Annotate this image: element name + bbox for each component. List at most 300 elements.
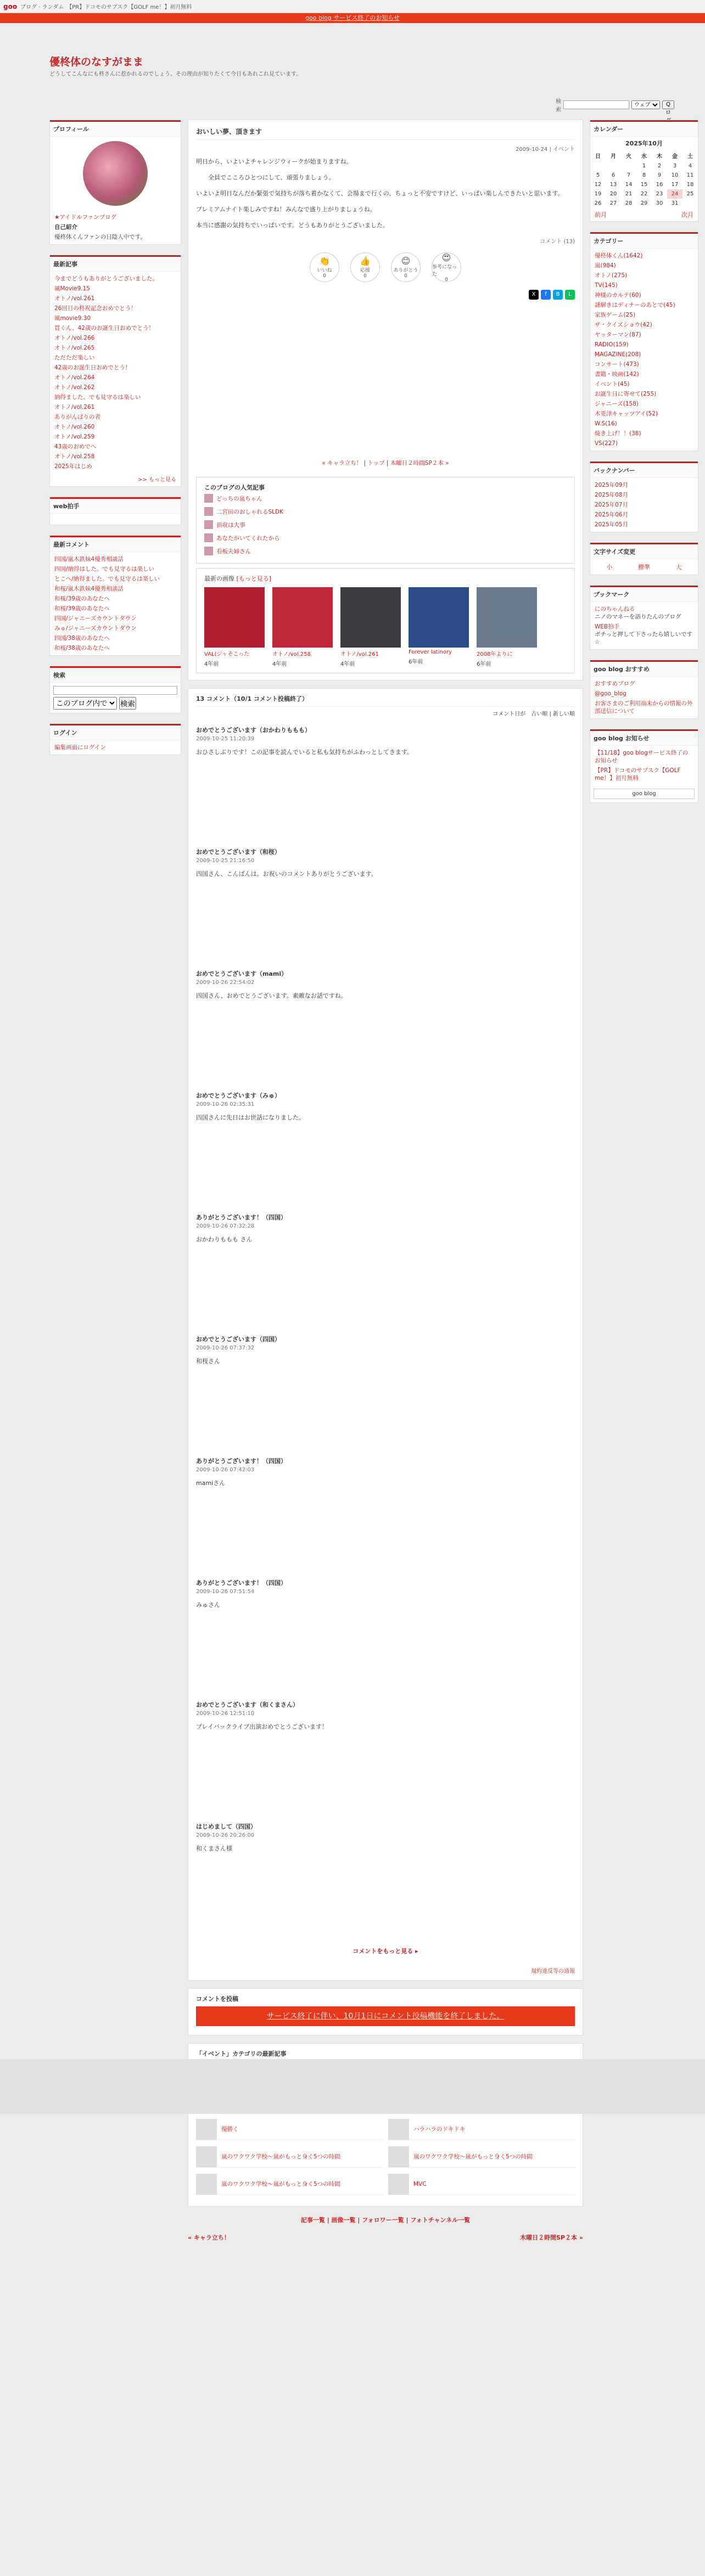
recent-item-link[interactable]: 2025年はじめ — [54, 463, 92, 470]
recent-comments-list — [50, 552, 181, 655]
category-item — [595, 369, 693, 379]
recent-item-link[interactable]: 納得ました。でも見守るは楽しい — [54, 394, 141, 401]
recent-comment — [54, 564, 176, 574]
category-item — [595, 280, 693, 290]
recent-comment-link[interactable]: 四国/38歳のあなたへ — [54, 635, 110, 642]
comments — [188, 688, 583, 1981]
recent-item-link[interactable]: オトノ/vol.266 — [54, 335, 95, 341]
reaction-count: 0 — [445, 277, 448, 283]
event-link[interactable]: ハラハラのドキドキ — [413, 2126, 466, 2133]
profile-avatar — [83, 141, 148, 206]
login-title: ログイン — [50, 724, 181, 740]
backnumber-item-link[interactable]: 2025年06月 — [595, 511, 629, 518]
recent-comment-link[interactable]: 和桜/38歳のあなたへ — [54, 645, 110, 651]
recent-item-link[interactable]: 43歳のおめでへ — [54, 443, 97, 450]
category-item — [595, 300, 693, 310]
top-link[interactable]: トップ — [367, 460, 385, 466]
calendar-day — [682, 199, 698, 208]
calendar-day: 15 — [640, 182, 648, 188]
category-item-link[interactable]: 謎解きはディナーのあとで(45) — [595, 302, 675, 308]
recent-item-link[interactable]: オトノ/vol.261 — [54, 404, 95, 410]
article-nav: « キャラ立ち！ | トップ | 木曜日２時間SP２本 » — [322, 460, 449, 466]
comment-title: ありがとうございます！（四国） — [196, 1579, 287, 1587]
goo-notice-item-link[interactable]: 【11/18】goo blogサービス終了のお知らせ — [595, 750, 689, 764]
category-item — [595, 290, 693, 300]
category-item-link[interactable]: 木更津キャッツアイ(52) — [595, 410, 658, 417]
cal-prev[interactable]: 前月 — [595, 211, 607, 218]
prev-article-link[interactable]: « キャラ立ち！ — [322, 460, 362, 466]
post-notice[interactable]: サービス終了に伴い、10月1日にコメント投稿機能を終了しました。 — [196, 2006, 575, 2026]
goo-item — [595, 699, 693, 716]
thumb-item[interactable] — [272, 587, 333, 667]
popular-link[interactable]: 二宮田のおしゃれるSLDK — [216, 508, 283, 515]
reaction-button[interactable] — [432, 252, 461, 282]
goo-notice-list — [590, 746, 698, 785]
thumb-date: 4年前 — [272, 661, 287, 667]
category-item — [595, 340, 693, 350]
calendar-day: 24 — [667, 189, 682, 199]
gray-band — [0, 2059, 705, 2114]
thumb-image[interactable] — [340, 587, 401, 648]
category-item-link[interactable]: TV(145) — [595, 282, 618, 289]
comment-title: ありがとうございます！（四国） — [196, 1214, 287, 1221]
thumb-date: 6年前 — [477, 661, 491, 667]
event-link[interactable]: 優勝く — [221, 2126, 239, 2133]
footer-prev[interactable]: « キャラ立ち！ — [188, 2234, 230, 2241]
category-item-link[interactable]: イベント(45) — [595, 381, 630, 387]
x-share-icon[interactable]: X — [529, 290, 539, 300]
event-item — [196, 2146, 383, 2168]
category-item-link[interactable]: ヤッターマン(87) — [595, 331, 641, 338]
category-item-link[interactable]: VS(227) — [595, 440, 618, 447]
event-link[interactable]: 嵐のワクワク学校～嵐がもっと身く5つの時間 — [221, 2153, 340, 2160]
recent-item-link[interactable]: オトノ/vol.259 — [54, 434, 95, 440]
backnumber-item-link[interactable]: 2025年08月 — [595, 492, 629, 498]
goo-notice-title: goo blog お知らせ — [590, 729, 698, 746]
category-item-link[interactable]: RADIO(159) — [595, 341, 629, 348]
article-paragraph: プレミアムナイト楽しみですね！みんなで盛り上がりましょうね。 — [196, 206, 376, 213]
goo-notice-item-link[interactable]: 【PR】ドコモのサブスク【GOLF me！】初月無料 — [595, 767, 681, 781]
calendar-day-header: 金 — [672, 154, 678, 160]
recent-item-link[interactable]: オトノ/vol.264 — [54, 374, 95, 381]
service-end-banner[interactable]: goo blog サービス終了のお知らせ — [0, 13, 705, 23]
recent-comment-link[interactable]: 四国/ジャニーズカウントダウン — [54, 615, 137, 622]
comment-item — [196, 1213, 575, 1326]
recent-item-link[interactable]: 今までどうもありがとうございました。 — [54, 275, 158, 282]
backnumber-item-link[interactable]: 2025年07月 — [595, 502, 629, 508]
comment-spacer — [196, 1000, 575, 1083]
comment-body: プレイバックライブ出演おめでとうございます！ — [196, 1723, 328, 1730]
recent-item-link[interactable]: 風Movie9.15 — [54, 285, 90, 292]
recent-item-link[interactable]: オトノ/vol.261 — [54, 295, 95, 302]
line-share-icon[interactable]: L — [565, 290, 575, 300]
article-paragraph: 全員でこころひとつにして、頑張りましょう。 — [196, 174, 335, 181]
reaction-icon: 😍 — [441, 252, 451, 263]
recent-more[interactable]: >> もっと見る — [138, 477, 176, 483]
calendar-day — [621, 161, 636, 171]
article-paragraph: 本当に感謝の気持ちでいっぱいです。どうもありがとうございました。 — [196, 222, 389, 229]
calendar-day: 3 — [673, 163, 677, 169]
article-spacer — [196, 300, 575, 453]
popular-link[interactable]: あなたがいてくれたから — [216, 535, 280, 542]
thumb-image[interactable] — [409, 587, 469, 648]
comment-date: 2009-10-26 07:32:28 — [196, 1223, 255, 1229]
profile-link[interactable]: ★アイドルファンブログ — [54, 214, 117, 221]
category-item — [595, 261, 693, 271]
main-column — [188, 120, 583, 2242]
comment-body: 和くまさん様 — [196, 1845, 232, 1852]
calendar-day: 6 — [611, 172, 616, 178]
popular-link[interactable]: どっちの嵐ちゃん — [216, 495, 262, 502]
thumb-row — [204, 587, 567, 667]
recent-list — [50, 272, 181, 474]
comment-date: 2009-10-26 07:37:32 — [196, 1345, 255, 1351]
recent-item — [54, 363, 176, 373]
recent-item — [54, 274, 176, 284]
calendar-day: 22 — [640, 191, 648, 197]
calendar-day — [590, 161, 606, 171]
comment-spacer — [196, 757, 575, 839]
recent-item-link[interactable]: 買くん、42歳のお誕生日おめでとう！ — [54, 325, 154, 331]
font-large[interactable]: 大 — [675, 564, 682, 571]
calendar-day: 28 — [625, 200, 633, 206]
category-item-link[interactable]: ザ・クイズショウ(42) — [595, 322, 652, 328]
goo-notice-item — [595, 748, 693, 766]
thumb-caption[interactable]: 2008年よりに — [477, 651, 513, 657]
comments-more-link[interactable]: コメントをもっと見る ▸ — [352, 1948, 418, 1955]
recent-item — [54, 452, 176, 462]
reaction-count: 0 — [323, 273, 326, 279]
thumb-date: 4年前 — [340, 661, 355, 667]
recent-item — [54, 422, 176, 432]
comment-body: 和桜さん — [196, 1358, 220, 1365]
event-item — [388, 2118, 575, 2140]
comments-sort[interactable]: コメント日が 古い順 | 新しい順 — [493, 711, 575, 717]
comments-title: 13 コメント（10/1 コメント投稿終了） — [196, 695, 308, 702]
bookmark-item — [595, 622, 693, 647]
thumb-item[interactable] — [477, 587, 537, 667]
thumb-item[interactable] — [204, 587, 265, 667]
thumb-image[interactable] — [272, 587, 333, 648]
search-select[interactable] — [631, 100, 660, 109]
calendar-day: 5 — [596, 172, 600, 178]
popular-thumb-icon — [204, 494, 213, 503]
category-item-link[interactable]: コンサート(473) — [595, 361, 639, 368]
calendar-day: 19 — [594, 191, 602, 197]
comment-body: mamiさん — [196, 1480, 226, 1487]
search-input[interactable] — [563, 100, 629, 109]
recent-comment-link[interactable]: みゅ/ジャニーズカウントダウン — [54, 625, 137, 632]
backnumber-item — [595, 490, 693, 500]
event-thumb-icon — [196, 2174, 217, 2195]
comment-body: おかわりももも さん — [196, 1236, 253, 1243]
reaction-button[interactable] — [350, 252, 380, 282]
calendar-day: 2 — [657, 163, 662, 169]
comment-spacer — [196, 1853, 575, 1936]
footer-next[interactable]: 木曜日２時間SP２本 » — [520, 2234, 583, 2241]
calendar-day: 11 — [686, 172, 694, 178]
recent-item-link[interactable]: 26回目の柊祝記念おめでとう！ — [54, 305, 137, 312]
popular-thumb-icon — [204, 533, 213, 542]
recent-item — [54, 442, 176, 452]
popular-link[interactable]: 看板夫婦さん — [216, 548, 251, 555]
recent-item-link[interactable]: ただただ楽しい — [54, 355, 95, 361]
thumb-caption[interactable]: オトノ/vol.261 — [340, 651, 379, 657]
category-item — [595, 438, 693, 448]
goo-badge[interactable]: goo blog — [594, 789, 695, 799]
login-box — [49, 723, 181, 755]
thumb-caption[interactable]: オトノ/vol.258 — [272, 651, 311, 657]
calendar-day: 26 — [594, 200, 602, 206]
next-article-link[interactable]: 木曜日２時間SP２本 » — [390, 460, 449, 466]
goo-item-link[interactable]: @goo_blog — [595, 690, 626, 697]
comment-body: 四国さんに先日はお世話になりました。 — [196, 1114, 305, 1121]
recent-item — [54, 294, 176, 303]
goo-recommend-box — [590, 660, 698, 719]
right-sidebar — [590, 120, 698, 813]
category-item-link[interactable]: オトノ(275) — [595, 272, 628, 279]
recent-comment — [54, 554, 176, 564]
recent-item — [54, 343, 176, 353]
category-item — [595, 251, 693, 261]
category-item-link[interactable]: 嵐(984) — [595, 262, 616, 269]
recent-item-link[interactable]: オトノ/vol.260 — [54, 424, 95, 430]
comment-date: 2009-10-25 21:16:50 — [196, 858, 255, 864]
backnumber-item-link[interactable]: 2025年09月 — [595, 482, 629, 488]
backnumber-box — [590, 461, 698, 532]
reaction-label: ありがとう — [393, 268, 418, 273]
bookmark-name[interactable]: WEB拍手 — [595, 623, 620, 630]
calendar-day-header: 火 — [626, 154, 631, 160]
latest-images-title: 最新の画像 — [204, 575, 234, 582]
thumb-caption[interactable]: VAL(ジャそこった — [204, 651, 250, 657]
recent-item-link[interactable]: オトノ/vol.258 — [54, 453, 95, 460]
event-item — [196, 2173, 383, 2195]
category-item — [595, 419, 693, 429]
recent-item — [54, 392, 176, 402]
event-link[interactable]: 嵐のワクワク学校～嵐がもっと身く5つの時間 — [221, 2181, 340, 2187]
recent-comment-link[interactable]: 和桜/39歳のあなたへ — [54, 605, 110, 612]
category-item-link[interactable]: W.S(16) — [595, 420, 617, 427]
popular-link[interactable]: 頂収は大事 — [216, 521, 245, 528]
goo-logo[interactable]: goo — [3, 2, 18, 10]
category-item-link[interactable]: 家族ゲーム(25) — [595, 312, 636, 318]
comment-item — [196, 726, 575, 839]
backnumber-list — [590, 478, 698, 532]
reaction-label: いいね — [317, 268, 332, 273]
webclap-title: web拍手 — [50, 497, 181, 514]
blog-search-select[interactable] — [53, 697, 117, 710]
recent-comment-link[interactable]: 四国/納得はした。でも見守るは楽しい — [54, 566, 155, 572]
recent-item-link[interactable]: 風movie9.30 — [54, 315, 91, 322]
category-item — [595, 320, 693, 330]
goo-item-link[interactable]: おすすめブログ — [595, 680, 635, 687]
article-body — [196, 157, 575, 230]
comment-title: おめでとうございます（みゅ） — [196, 1092, 281, 1099]
comment-item — [196, 1823, 575, 1936]
thumb-caption[interactable]: Forever latinory — [409, 649, 452, 655]
category-item-link[interactable]: ジャニーズ(158) — [595, 401, 639, 407]
category-item-link[interactable]: 焼き上げ！！(38) — [595, 430, 641, 437]
category-item-link[interactable]: 書籍・映画(142) — [595, 371, 639, 378]
event-link[interactable]: 嵐のワクワク学校～嵐がもっと身く5つの時間 — [413, 2153, 533, 2160]
event-item — [388, 2173, 575, 2195]
top-links[interactable]: ブログ · ランダム 【PR】ドコモのサブスク【GOLF me！】初月無料 — [20, 4, 192, 10]
category-item — [595, 429, 693, 438]
reaction-button[interactable] — [391, 252, 421, 282]
recent-item-link[interactable]: オトノ/vol.265 — [54, 345, 95, 351]
recent-item-link[interactable]: オトノ/vol.262 — [54, 384, 95, 391]
comment-spacer — [196, 879, 575, 961]
facebook-share-icon[interactable]: f — [541, 290, 551, 300]
search-label: 検索 — [556, 99, 561, 113]
comment-item — [196, 1701, 575, 1814]
reaction-count: 0 — [404, 273, 407, 279]
comment-item — [196, 1579, 575, 1692]
event-item — [196, 2118, 383, 2140]
reaction-label: 応援 — [360, 268, 370, 273]
calendar-day: 1 — [642, 163, 646, 169]
intro-head: 自己紹介 — [54, 224, 77, 230]
event-link[interactable]: MVC — [413, 2180, 427, 2187]
recent-comments-box — [49, 535, 181, 656]
left-sidebar — [49, 120, 181, 765]
comment-spacer — [196, 1122, 575, 1205]
login-link[interactable]: 編集画面にログイン — [54, 744, 106, 751]
category-item-link[interactable]: お誕生日に寄せて(255) — [595, 391, 657, 397]
bookmark-item — [595, 604, 693, 622]
recent-item-link[interactable]: ありがんばりの者 — [54, 414, 100, 420]
popular-thumb-icon — [204, 547, 213, 555]
reaction-button[interactable] — [310, 252, 339, 282]
font-medium[interactable]: 標準 — [637, 564, 650, 571]
comment-body: 四国さん、おめでとうございます。素敵なお話ですね。 — [196, 992, 347, 999]
recent-comment-link[interactable]: 四国/嵐木鉄妹4優秀相談話 — [54, 556, 124, 563]
recent-comment-link[interactable]: とこへ/納得ました。でも見守るは楽しい — [54, 576, 160, 582]
article-date: 2009-10-24 | イベント — [516, 147, 575, 153]
comment-date: 2009-10-26 20:26:00 — [196, 1832, 255, 1838]
article-paragraph: いよいよ明日なんだか緊張で気持ちが落ち着かなくて、会場まで行くの、ちょっと不安ですけど、いっぱい楽しんできたいと思います。 — [196, 190, 564, 197]
category-item-link[interactable]: MAGAZINE(208) — [595, 351, 641, 358]
thumb-image[interactable] — [204, 587, 265, 648]
blog-header — [34, 23, 671, 94]
reaction-icon: 😊 — [401, 256, 411, 266]
thumb-image[interactable] — [477, 587, 537, 648]
comment-date: 2009-10-26 22:54:02 — [196, 980, 255, 986]
recent-comment — [54, 584, 176, 594]
reaction-count: 0 — [363, 273, 367, 279]
category-list — [590, 249, 698, 451]
bookmark-desc: ニノのマネーを語りたんのブログ — [595, 614, 681, 620]
comment-body: みゅさん — [196, 1601, 220, 1608]
webclap-box — [49, 497, 181, 525]
recent-comment — [54, 633, 176, 643]
comment-spacer — [196, 1488, 575, 1570]
calendar-day: 12 — [594, 182, 602, 188]
blog-title[interactable]: 優柊体のなすがまま — [49, 56, 144, 68]
popular-item — [204, 492, 567, 505]
article-title[interactable]: おいしい夢、頂きます — [196, 127, 575, 140]
recent-comment-link[interactable]: 和桜/嵐木鉄妹4優秀相談話 — [54, 586, 124, 592]
latest-images-more[interactable]: [もっと見る] — [236, 575, 272, 582]
backnumber-item-link[interactable]: 2025年05月 — [595, 521, 629, 528]
comment-title: はじめまして（四国） — [196, 1823, 256, 1830]
popular-list — [204, 492, 567, 558]
calendar-day-header: 土 — [687, 154, 693, 160]
thumb-item[interactable] — [340, 587, 401, 667]
hatena-share-icon[interactable]: B — [553, 290, 563, 300]
comment-title: おめでとうございます（四国） — [196, 1336, 281, 1343]
reaction-icon: 👏 — [319, 256, 330, 266]
blog-search-button[interactable]: 検索 — [119, 697, 136, 710]
category-item — [595, 310, 693, 320]
category-item-link[interactable]: 優柊体くん(1642) — [595, 252, 643, 259]
recent-title: 最新記事 — [50, 255, 181, 272]
font-small[interactable]: 小 — [606, 564, 613, 571]
calendar-month: 2025年10月 — [625, 140, 663, 147]
backnumber-item — [595, 500, 693, 510]
event-thumb-icon — [388, 2119, 409, 2140]
latest-images — [196, 568, 575, 673]
footer-links[interactable]: 記事一覧 | 画像一覧 | フォロワー一覧 | フォトチャンネル一覧 — [300, 2217, 471, 2224]
webclap-image[interactable] — [50, 514, 181, 525]
recent-item — [54, 333, 176, 343]
goo-item-link[interactable]: お客さまのご利用端末からの情報の外部送信について — [595, 700, 693, 715]
category-title: カテゴリー — [590, 232, 698, 249]
calendar-day: 27 — [609, 200, 617, 206]
popular-box — [196, 477, 575, 564]
recent-item — [54, 303, 176, 313]
comment-count[interactable]: コメント (13) — [540, 239, 575, 245]
calendar-day: 16 — [656, 182, 663, 188]
recent-item — [54, 383, 176, 392]
popular-item — [204, 505, 567, 518]
category-item-link[interactable]: 神様のカルテ(60) — [595, 292, 641, 299]
thumb-item[interactable] — [409, 587, 469, 667]
comment-date: 2009-10-26 07:51:54 — [196, 1589, 255, 1595]
event-thumb-icon — [388, 2146, 409, 2167]
recent-item-link[interactable]: 42歳のお誕生日おめでとう！ — [54, 364, 131, 371]
recent-item — [54, 373, 176, 383]
comment-item — [196, 1092, 575, 1205]
calendar-day-header: 月 — [611, 154, 616, 160]
login-button[interactable]: Q ロ — [662, 100, 674, 109]
calendar-day: 25 — [686, 191, 694, 197]
calendar-day: 17 — [671, 182, 679, 188]
comment-date: 2009-10-26 02:35:31 — [196, 1101, 255, 1107]
recent-item — [54, 284, 176, 294]
calendar-day: 9 — [657, 172, 662, 178]
recent-comment — [54, 614, 176, 623]
report-link[interactable]: 規約違反等の通報 — [531, 1968, 575, 1975]
cal-next[interactable]: 次月 — [681, 211, 693, 218]
search-title: 検索 — [50, 666, 181, 683]
recent-comments-title: 最新コメント — [50, 536, 181, 552]
category-item — [595, 379, 693, 389]
bookmark-name[interactable]: にのちゃんねる — [595, 606, 635, 612]
goo-recommend-list — [590, 677, 698, 718]
goo-recommend-title: goo blog おすすめ — [590, 660, 698, 677]
blog-search-input[interactable] — [53, 686, 177, 695]
comment-spacer — [196, 1731, 575, 1814]
recent-item — [54, 402, 176, 412]
bookmark-list — [590, 602, 698, 649]
popular-item — [204, 531, 567, 544]
recent-comment-link[interactable]: 和桜/39歳のあなたへ — [54, 595, 110, 602]
comment-spacer — [196, 1244, 575, 1326]
recent-comment — [54, 594, 176, 604]
category-item — [595, 271, 693, 280]
